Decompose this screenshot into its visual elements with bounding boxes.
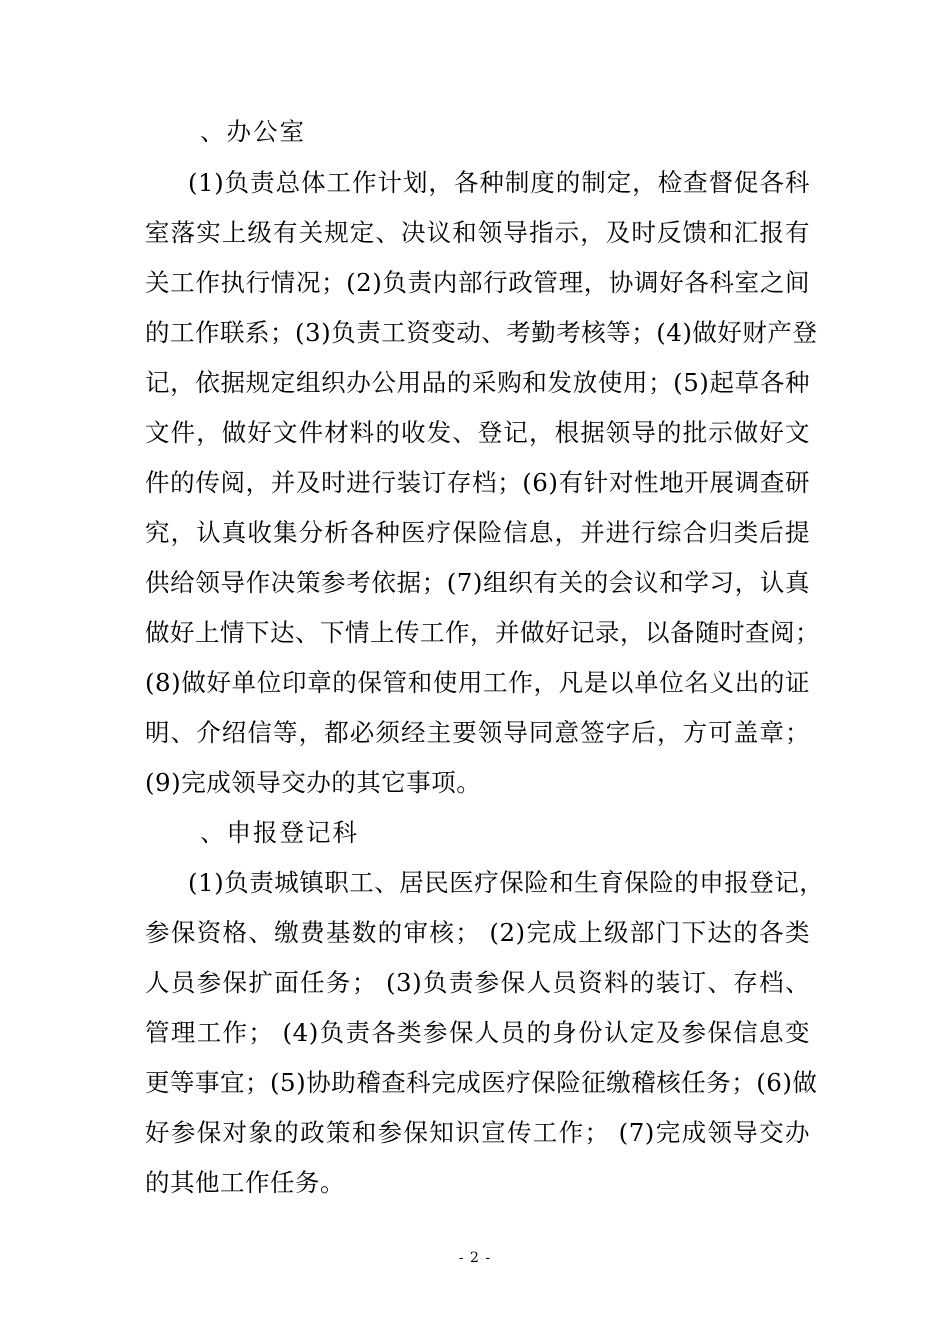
paragraph-line: 参保资格、缴费基数的审核； (2)完成上级部门下达的各类 — [145, 918, 810, 947]
paragraph-line: (8)做好单位印章的保管和使用工作，凡是以单位名义出的证 — [145, 668, 810, 697]
paragraph-line: (1)负责总体工作计划，各种制度的制定，检查督促各科 — [188, 168, 810, 197]
paragraph-line: 的工作联系；(3)负责工资变动、考勤考核等；(4)做好财产登 — [145, 318, 818, 347]
paragraph-line: 更等事宜；(5)协助稽查科完成医疗保险征缴稽核任务；(6)做 — [145, 1068, 818, 1097]
page-number: - 2 - — [458, 1250, 492, 1266]
paragraph-line: 文件，做好文件材料的收发、登记，根据领导的批示做好文 — [145, 418, 810, 447]
paragraph-line: 件的传阅，并及时进行装订存档；(6)有针对性地开展调查研 — [145, 468, 810, 497]
paragraph-line: (1)负责城镇职工、居民医疗保险和生育保险的申报登记， — [188, 868, 825, 897]
paragraph-line: 人员参保扩面任务； (3)负责参保人员资料的装订、存档、 — [145, 968, 810, 997]
paragraph-line: 明、介绍信等，都必须经主要领导同意签字后，方可盖章； — [145, 718, 810, 747]
paragraph-line: (9)完成领导交办的其它事项。 — [145, 768, 482, 797]
paragraph-line: 供给领导作决策参考依据；(7)组织有关的会议和学习，认真 — [145, 568, 810, 597]
paragraph-line: 的其他工作任务。 — [145, 1168, 345, 1197]
paragraph-line: 室落实上级有关规定、决议和领导指示，及时反馈和汇报有 — [145, 218, 810, 247]
paragraph-line: 管理工作； (4)负责各类参保人员的身份认定及参保信息变 — [145, 1018, 810, 1047]
paragraph-line: 关工作执行情况；(2)负责内部行政管理，协调好各科室之间 — [145, 268, 810, 297]
section-heading-registration: 、申报登记科 — [200, 818, 359, 847]
section-heading-office: 、办公室 — [200, 117, 306, 146]
paragraph-line: 记，依据规定组织办公用品的采购和发放使用；(5)起草各种 — [145, 368, 810, 397]
paragraph-line: 究，认真收集分析各种医疗保险信息，并进行综合归类后提 — [145, 518, 810, 547]
paragraph-line: 好参保对象的政策和参保知识宣传工作； (7)完成领导交办 — [145, 1118, 810, 1147]
paragraph-line: 做好上情下达、下情上传工作，并做好记录，以备随时查阅； — [145, 618, 820, 647]
